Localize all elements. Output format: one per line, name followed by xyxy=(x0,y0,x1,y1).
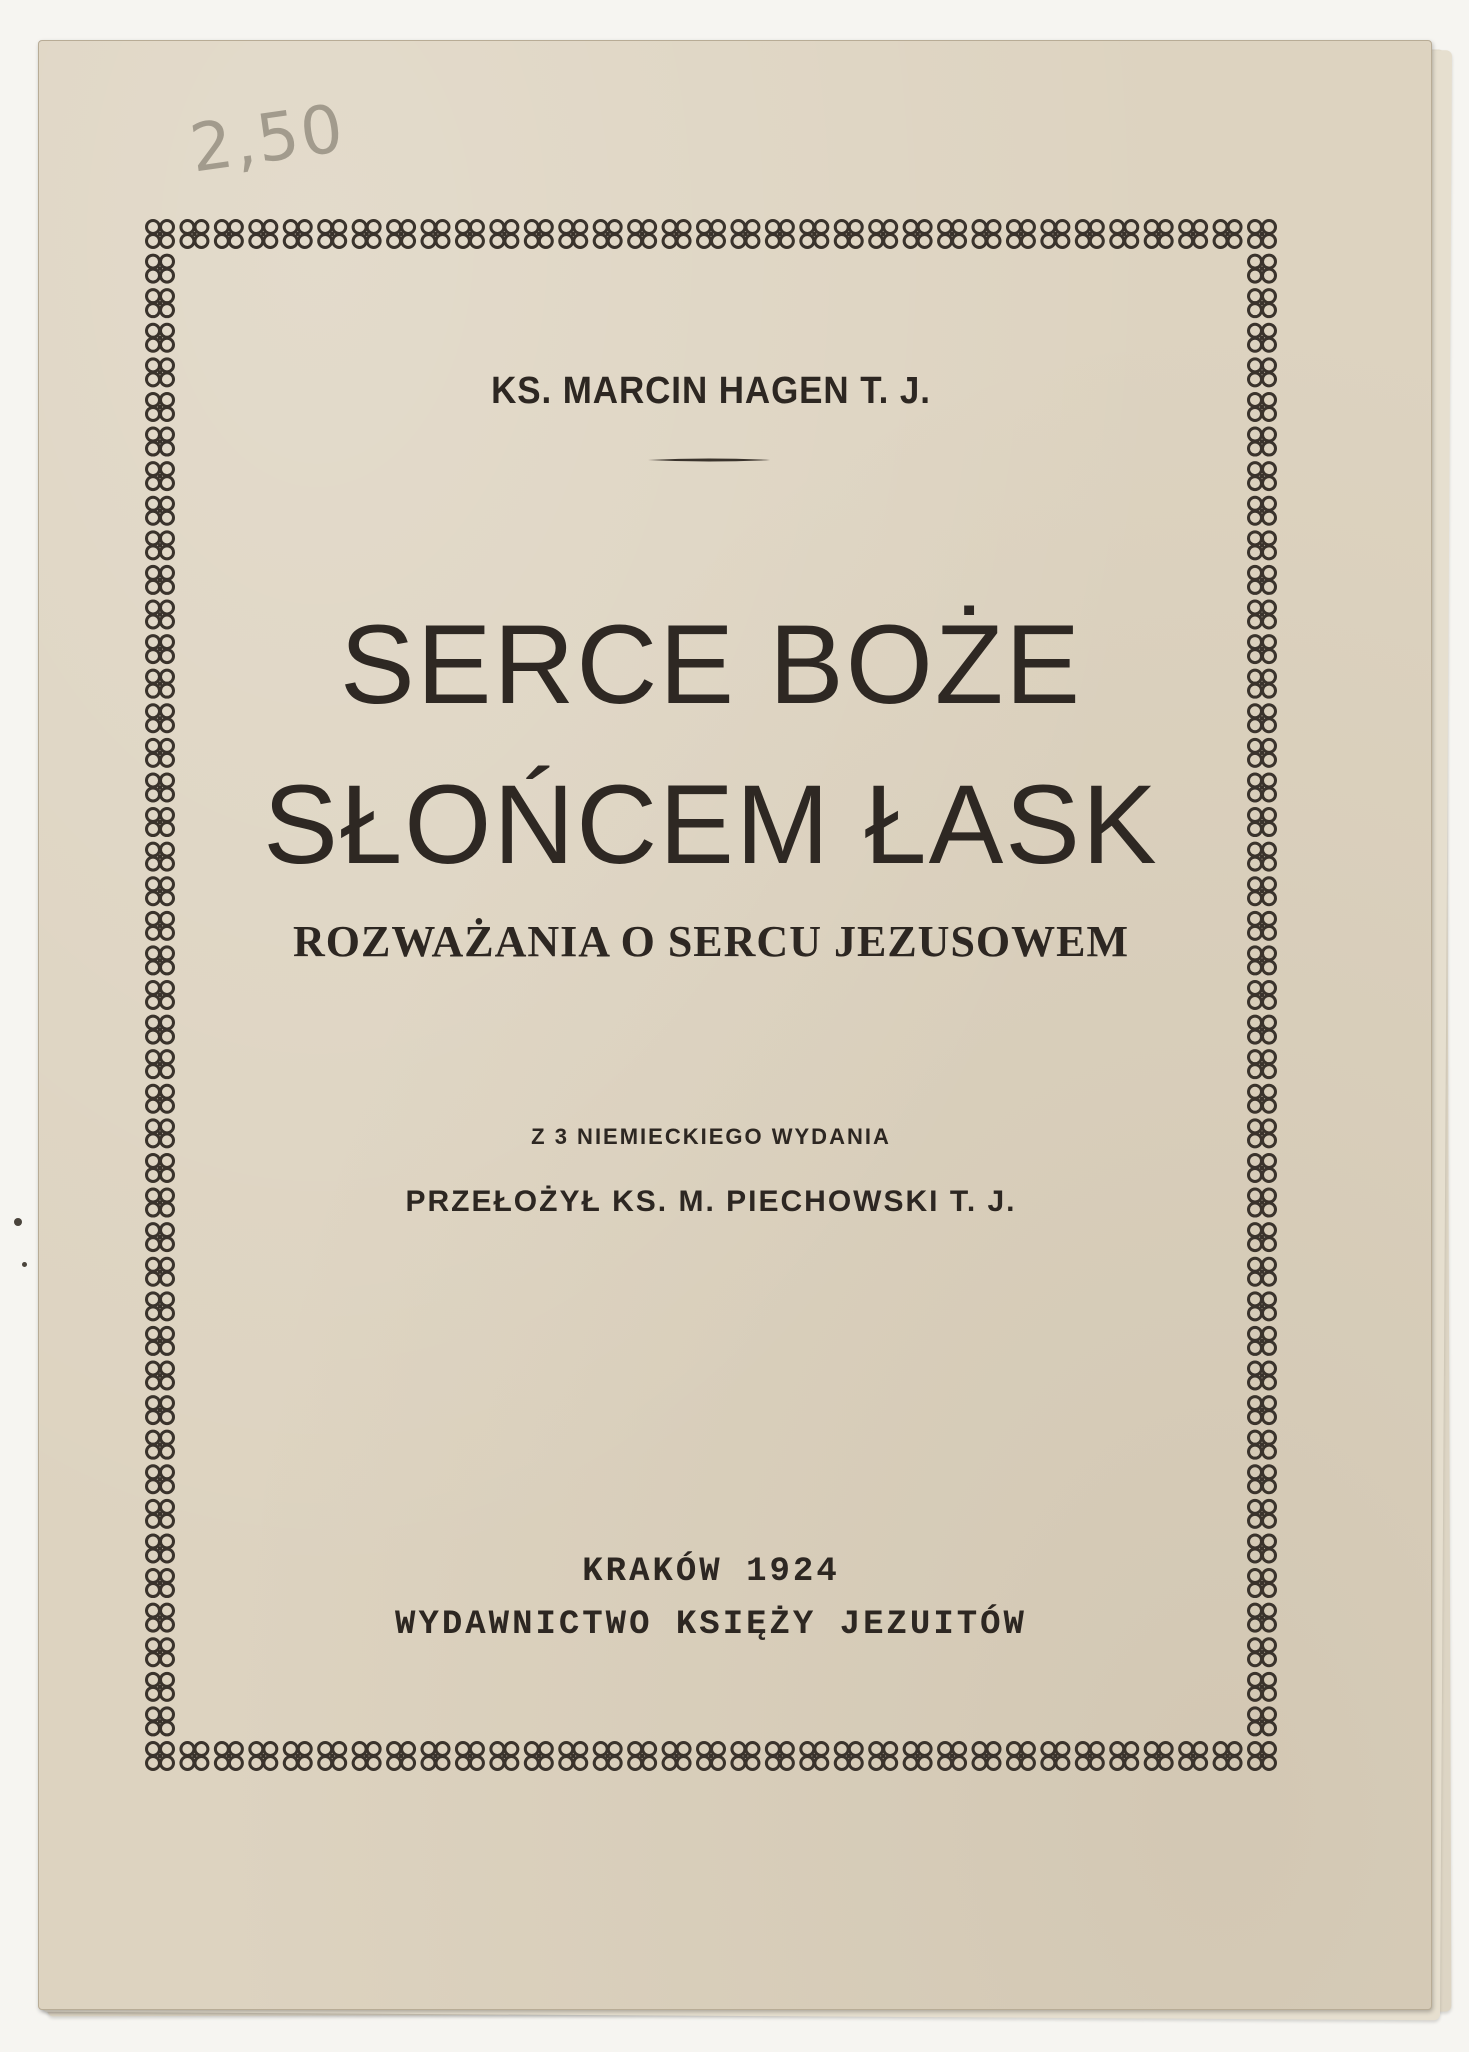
border-knot xyxy=(594,221,621,248)
border-knot xyxy=(147,1362,174,1389)
border-knot xyxy=(147,1293,174,1320)
border-knot xyxy=(973,221,1000,248)
border-knot xyxy=(147,670,174,697)
border-knot xyxy=(1249,359,1276,386)
border-knot xyxy=(491,1743,518,1770)
border-knot xyxy=(147,1016,174,1043)
border-knot xyxy=(147,1604,174,1631)
border-knot xyxy=(766,221,793,248)
border-knot xyxy=(1249,221,1276,248)
border-knot xyxy=(388,221,415,248)
border-knot xyxy=(147,982,174,1009)
border-knot xyxy=(1249,1397,1276,1424)
border-knot xyxy=(1249,878,1276,905)
border-knot xyxy=(1249,1051,1276,1078)
border-knot xyxy=(1249,1673,1276,1700)
border-knot xyxy=(1249,497,1276,524)
border-knot xyxy=(250,1743,277,1770)
border-knot xyxy=(1249,705,1276,732)
border-knot xyxy=(147,705,174,732)
border-knot xyxy=(904,1743,931,1770)
border-knot xyxy=(1249,739,1276,766)
border-knot xyxy=(1214,1743,1241,1770)
border-knot xyxy=(870,1743,897,1770)
border-knot xyxy=(629,1743,656,1770)
border-knot xyxy=(491,221,518,248)
border-knot xyxy=(147,1224,174,1251)
border-knot xyxy=(1042,1743,1069,1770)
border-knot xyxy=(939,1743,966,1770)
border-knot xyxy=(1249,1570,1276,1597)
border-knot xyxy=(147,1708,174,1735)
border-knot xyxy=(732,221,759,248)
border-knot xyxy=(1249,532,1276,559)
border-knot xyxy=(147,1154,174,1181)
border-knot xyxy=(353,1743,380,1770)
border-knot xyxy=(835,1743,862,1770)
border-knot xyxy=(1249,1639,1276,1666)
border-knot xyxy=(1249,290,1276,317)
border-knot xyxy=(215,1743,242,1770)
border-knot xyxy=(1249,636,1276,663)
border-knot xyxy=(594,1743,621,1770)
border-knot xyxy=(1076,1743,1103,1770)
border-knot xyxy=(147,878,174,905)
border-knot xyxy=(250,221,277,248)
border-knot xyxy=(215,221,242,248)
border-knot xyxy=(801,221,828,248)
border-knot xyxy=(319,221,346,248)
border-knot xyxy=(1145,221,1172,248)
border-knot xyxy=(147,1397,174,1424)
border-knot xyxy=(1249,947,1276,974)
border-knot xyxy=(973,1743,1000,1770)
border-knot xyxy=(147,843,174,870)
border-knot xyxy=(766,1743,793,1770)
border-knot xyxy=(629,221,656,248)
place-and-year: KRAKÓW 1924 xyxy=(582,1553,840,1591)
border-knot xyxy=(147,1500,174,1527)
border-knot xyxy=(1249,1258,1276,1285)
border-knot xyxy=(456,221,483,248)
border-knot xyxy=(147,290,174,317)
border-knot xyxy=(1249,1362,1276,1389)
border-knot xyxy=(1249,393,1276,420)
border-knot xyxy=(835,221,862,248)
border-knot xyxy=(663,1743,690,1770)
border-knot xyxy=(353,221,380,248)
subtitle: ROZWAŻANIA O SERCU JEZUSOWEM xyxy=(292,917,1130,966)
border-knot xyxy=(147,1570,174,1597)
border-knot xyxy=(1111,221,1138,248)
border-knot xyxy=(1249,1466,1276,1493)
border-knot xyxy=(147,1639,174,1666)
border-knot xyxy=(147,1535,174,1562)
border-knot xyxy=(1249,774,1276,801)
title-line-1: SERCE BOŻE xyxy=(340,602,1082,727)
border-knot xyxy=(1180,1743,1207,1770)
border-knot xyxy=(147,1466,174,1493)
border-knot xyxy=(801,1743,828,1770)
border-knot xyxy=(1249,1154,1276,1181)
border-knot xyxy=(147,532,174,559)
border-knot xyxy=(732,1743,759,1770)
border-knot xyxy=(870,221,897,248)
border-knot xyxy=(1249,1224,1276,1251)
author-name: KS. MARCIN HAGEN T. J. xyxy=(491,370,931,412)
border-knot xyxy=(1076,221,1103,248)
border-knot xyxy=(388,1743,415,1770)
border-knot xyxy=(698,1743,725,1770)
border-knot xyxy=(319,1743,346,1770)
border-knot xyxy=(147,428,174,455)
border-knot xyxy=(147,739,174,766)
border-knot xyxy=(147,566,174,593)
border-knot xyxy=(147,1189,174,1216)
border-knot xyxy=(1214,221,1241,248)
border-knot xyxy=(1249,912,1276,939)
border-knot xyxy=(904,221,931,248)
title-line-2: SŁOŃCEM ŁASK xyxy=(263,762,1159,887)
border-knot xyxy=(147,774,174,801)
border-knot xyxy=(147,947,174,974)
border-knot xyxy=(1007,1743,1034,1770)
border-knot xyxy=(456,1743,483,1770)
border-knot xyxy=(422,221,449,248)
border-knot xyxy=(147,497,174,524)
border-knot xyxy=(1249,1327,1276,1354)
border-knot xyxy=(1249,1431,1276,1458)
border-knot xyxy=(1042,221,1069,248)
border-knot xyxy=(1249,1743,1276,1770)
border-knot xyxy=(939,221,966,248)
publisher-name: WYDAWNICTWO KSIĘŻY JEZUITÓW xyxy=(395,1606,1027,1644)
border-knot xyxy=(147,636,174,663)
border-knot xyxy=(284,1743,311,1770)
border-knot xyxy=(1249,1120,1276,1147)
ornamental-border xyxy=(136,210,1286,1780)
border-knot xyxy=(147,393,174,420)
border-knot xyxy=(1249,1085,1276,1112)
border-knot xyxy=(525,221,552,248)
border-knot xyxy=(147,1673,174,1700)
border-knot xyxy=(525,1743,552,1770)
border-knot xyxy=(147,221,174,248)
border-knot xyxy=(181,1743,208,1770)
border-knot xyxy=(1249,601,1276,628)
border-knot xyxy=(560,1743,587,1770)
border-knot xyxy=(560,221,587,248)
border-knot xyxy=(1249,809,1276,836)
border-knot xyxy=(1145,1743,1172,1770)
border-knot xyxy=(1249,255,1276,282)
border-knot xyxy=(284,221,311,248)
border-knot xyxy=(147,912,174,939)
border-knot xyxy=(1249,1189,1276,1216)
border-knot xyxy=(147,809,174,836)
border-knot xyxy=(147,324,174,351)
border-knot xyxy=(1249,1708,1276,1735)
edition-note: Z 3 NIEMIECKIEGO WYDANIA xyxy=(531,1124,891,1149)
border-knot xyxy=(147,359,174,386)
border-knot xyxy=(1249,1604,1276,1631)
border-knot xyxy=(1007,221,1034,248)
border-knot xyxy=(1249,566,1276,593)
border-knot xyxy=(698,221,725,248)
border-knot xyxy=(147,463,174,490)
border-knot xyxy=(1111,1743,1138,1770)
border-knot xyxy=(1249,982,1276,1009)
border-knot xyxy=(1249,463,1276,490)
border-knot xyxy=(147,1327,174,1354)
border-knot xyxy=(1249,670,1276,697)
border-knot xyxy=(181,221,208,248)
border-knot xyxy=(1249,324,1276,351)
ornament-frame-graphic xyxy=(136,210,1286,1780)
border-knot xyxy=(1249,1500,1276,1527)
border-knot xyxy=(147,1085,174,1112)
border-knot xyxy=(147,255,174,282)
border-knot xyxy=(1249,1293,1276,1320)
border-knot xyxy=(1249,1016,1276,1043)
translator-credit: PRZEŁOŻYŁ KS. M. PIECHOWSKI T. J. xyxy=(405,1185,1017,1218)
pencil-price-note: 2,50 xyxy=(185,89,350,188)
paper-speck xyxy=(22,1262,27,1267)
border-knot xyxy=(1249,843,1276,870)
border-knot xyxy=(147,1743,174,1770)
border-knot xyxy=(147,601,174,628)
border-knot xyxy=(147,1051,174,1078)
border-knot xyxy=(663,221,690,248)
border-knot xyxy=(147,1258,174,1285)
border-knot xyxy=(1249,428,1276,455)
border-knot xyxy=(1180,221,1207,248)
border-knot xyxy=(1249,1535,1276,1562)
divider-rule xyxy=(648,457,770,463)
border-knot xyxy=(147,1431,174,1458)
paper-speck xyxy=(14,1218,22,1226)
border-knot xyxy=(422,1743,449,1770)
border-knot xyxy=(147,1120,174,1147)
